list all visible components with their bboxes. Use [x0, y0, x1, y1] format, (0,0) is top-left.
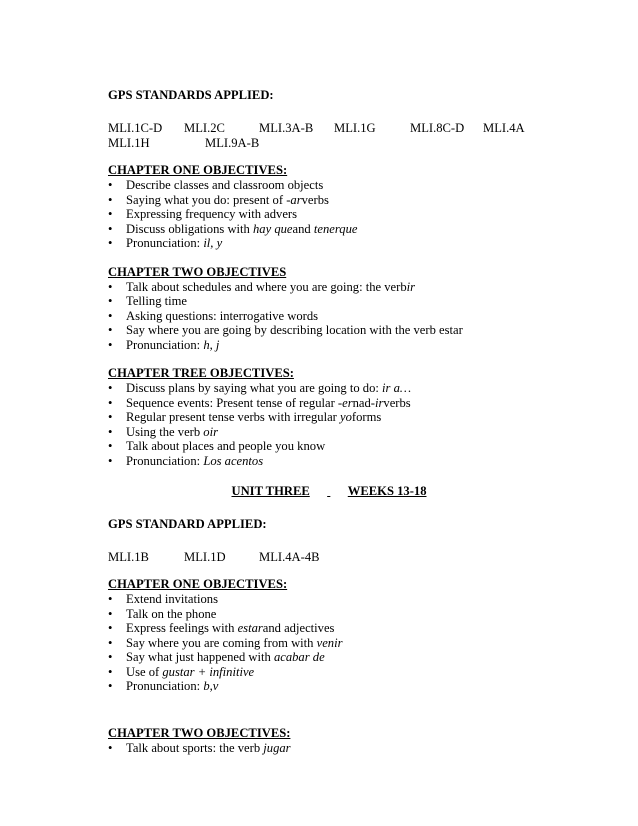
unit-three-heading [108, 484, 578, 499]
chapter-two-heading: CHAPTER TWO OBJECTIVES [108, 264, 287, 279]
standard-code: MLI.4A-4B [259, 550, 320, 564]
document-body [108, 88, 578, 755]
list-item: • Say where you are coming from with venir [108, 635, 343, 650]
list-item: • Discuss obligations with hay queand tenerque [108, 221, 358, 236]
list-item: • Describe classes and classroom objects [108, 178, 324, 192]
list-item: • Regular present tense verbs with irregular yoforms [108, 410, 382, 424]
standards-codes-row-3 [108, 550, 578, 565]
unit3-chapter-two-list [108, 741, 578, 756]
chapter-one-list [108, 178, 578, 251]
list-item: • Use of gustar + infinitive [108, 664, 255, 679]
list-item: • Pronunciation: h, j [108, 337, 220, 352]
list-item: • Saying what you do: present of -arverbs [108, 192, 329, 207]
standard-code: MLI.1B [108, 550, 149, 564]
gps-standard-heading: GPS STANDARD APPLIED: [108, 517, 267, 531]
list-item: • Talk about schedules and where you are going: the verbir [108, 279, 416, 294]
unit3-chapter-one-list [108, 592, 578, 694]
list-item: • Express feelings with estarand adjectives [108, 621, 335, 635]
chapter-three-list [108, 381, 578, 468]
standard-code: MLI.1C-D [108, 121, 163, 135]
list-item: • Discuss plans by saying what you are going to do: ir a… [108, 381, 412, 395]
list-item: • Sequence events: Present tense of regular -ernad-irverbs [108, 395, 411, 410]
standard-code: MLI.4A [483, 121, 525, 135]
unit-weeks: WEEKS 13-18 [347, 484, 427, 498]
list-item: • Using the verb oir [108, 424, 218, 439]
standards-codes-row-1 [108, 121, 578, 136]
standard-code: MLI.3A-B [259, 121, 314, 135]
list-item: • Expressing frequency with advers [108, 207, 298, 221]
standards-codes-row-2 [108, 136, 578, 151]
gps-standards-heading: GPS STANDARDS APPLIED: [108, 88, 274, 102]
list-item: • Extend invitations [108, 592, 218, 606]
standard-code: MLI.1D [184, 550, 226, 564]
list-item: • Pronunciation: Los acentos [108, 453, 264, 468]
standard-code: MLI.8C-D [410, 121, 465, 135]
chapter-one-heading: CHAPTER ONE OBJECTIVES: [108, 163, 288, 177]
standard-code: MLI.2C [184, 121, 225, 135]
list-item: • Talk on the phone [108, 606, 217, 621]
standard-code: MLI.1H [108, 136, 150, 150]
list-item: • Talk about sports: the verb jugar [108, 740, 291, 755]
list-item: • Asking questions: interrogative words [108, 308, 319, 323]
list-item: • Telling time [108, 294, 188, 308]
list-item: • Say what just happened with acabar de [108, 650, 325, 664]
unit-title: UNIT THREE [231, 484, 310, 498]
unit3-chapter-one-heading: CHAPTER ONE OBJECTIVES: [108, 577, 288, 591]
list-item: • Pronunciation: il, y [108, 236, 223, 250]
unit3-chapter-two-heading: CHAPTER TWO OBJECTIVES: [108, 725, 291, 740]
chapter-two-list [108, 280, 578, 353]
unit-heading-spacer [310, 484, 348, 499]
standard-code: MLI.1G [334, 121, 376, 135]
list-item: • Say where you are going by describing location with the verb estar [108, 323, 463, 337]
list-item: • Pronunciation: b,v [108, 679, 219, 693]
chapter-three-heading: CHAPTER TREE OBJECTIVES: [108, 366, 294, 380]
list-item: • Talk about places and people you know [108, 439, 326, 453]
standard-code: MLI.9A-B [205, 136, 260, 150]
